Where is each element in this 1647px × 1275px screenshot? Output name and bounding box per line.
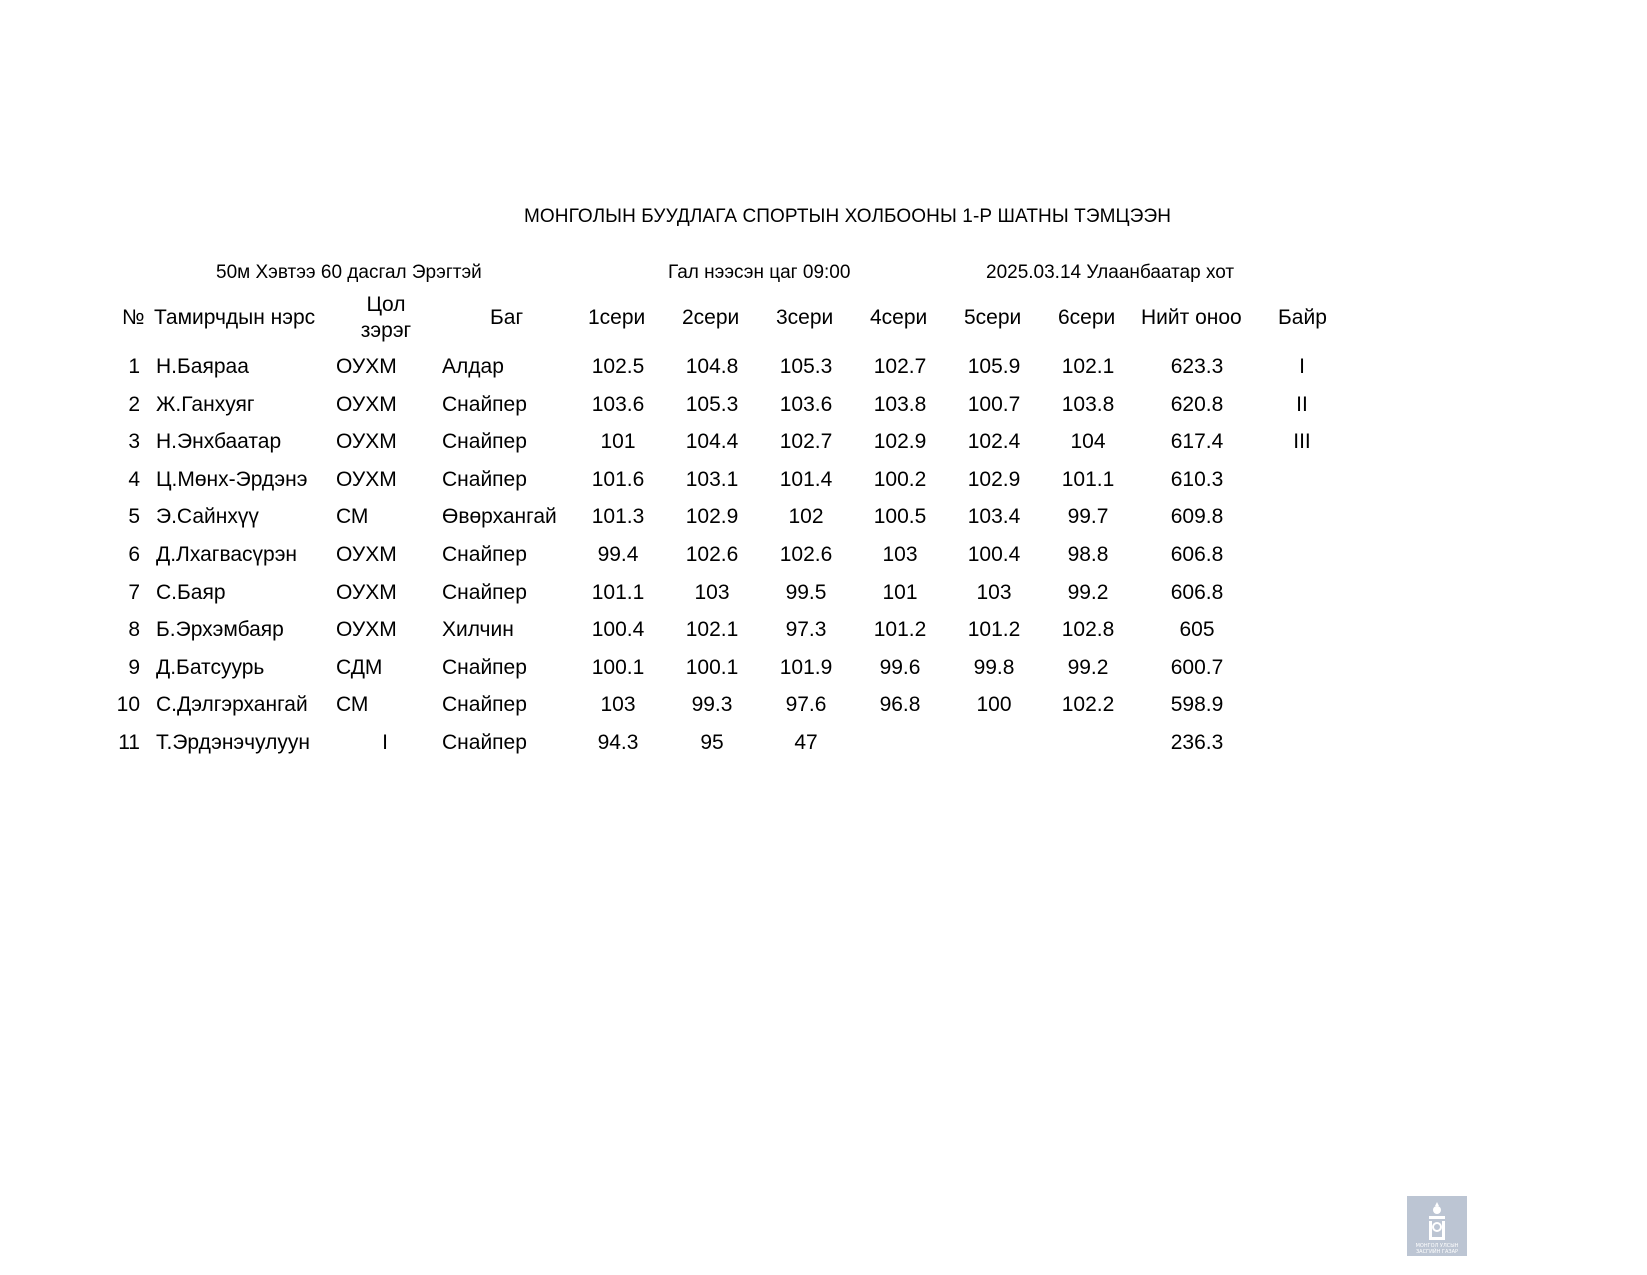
cell-series-1: 103 — [600, 693, 636, 716]
cell-total: 606.8 — [1170, 581, 1224, 604]
emblem-text-line2: ЗАСГИЙН ГАЗАР — [1415, 1249, 1459, 1255]
cell-total: 600.7 — [1170, 656, 1224, 679]
cell-rank: ОУХМ — [336, 618, 397, 641]
cell-no: 9 — [128, 656, 140, 679]
document-title — [0, 206, 1647, 228]
cell-total: 609.8 — [1170, 505, 1224, 528]
cell-team: Снайпер — [442, 693, 527, 716]
cell-series-5: 100.7 — [967, 393, 1021, 416]
header-name: Тамирчдын нэрс — [154, 306, 316, 329]
cell-series-4: 100.5 — [873, 505, 927, 528]
cell-team: Өвөрхангай — [442, 505, 557, 528]
cell-series-4: 100.2 — [873, 468, 927, 491]
cell-series-4: 102.7 — [873, 355, 927, 378]
table-row — [0, 461, 1647, 499]
cell-series-1: 103.6 — [591, 393, 645, 416]
cell-place: II — [1296, 393, 1308, 416]
cell-series-5: 100.4 — [967, 543, 1021, 566]
cell-series-2: 104.4 — [685, 430, 739, 453]
cell-series-1: 101 — [600, 430, 636, 453]
cell-place — [1262, 724, 1342, 762]
cell-series-1: 94.3 — [597, 731, 639, 754]
cell-series-5: 102.4 — [967, 430, 1021, 453]
cell-series-4: 101.2 — [873, 618, 927, 641]
cell-rank: СМ — [336, 693, 369, 716]
cell-athlete-name: Э.Сайнхүү — [156, 505, 259, 528]
cell-series-2: 104.8 — [685, 355, 739, 378]
header-series-4: 4сери — [870, 306, 928, 329]
cell-series-3: 99.5 — [785, 581, 827, 604]
cell-series-6 — [1048, 724, 1128, 762]
cell-athlete-name: Н.Баяраа — [156, 355, 249, 378]
header-rank: Цол зэрэг — [360, 293, 412, 342]
cell-series-5: 100 — [976, 693, 1012, 716]
header-total: Нийт оноо — [1141, 306, 1242, 329]
date-place: 2025.03.14 Улаанбаатар хот — [986, 262, 1235, 283]
cell-series-4: 103.8 — [873, 393, 927, 416]
cell-series-5: 99.8 — [973, 656, 1015, 679]
cell-series-1: 99.4 — [597, 543, 639, 566]
cell-series-5: 102.9 — [967, 468, 1021, 491]
cell-rank: СДМ — [336, 656, 383, 679]
cell-no: 11 — [118, 731, 140, 754]
table-row — [0, 386, 1647, 424]
table-row — [0, 498, 1647, 536]
cell-total: 598.9 — [1170, 693, 1224, 716]
cell-athlete-name: Ц.Мөнх-Эрдэнэ — [156, 468, 308, 491]
header-series-2: 2сери — [682, 306, 740, 329]
header-series-6: 6сери — [1058, 306, 1116, 329]
cell-series-3: 97.6 — [785, 693, 827, 716]
cell-team: Алдар — [442, 355, 504, 378]
cell-series-3: 97.3 — [785, 618, 827, 641]
table-row — [0, 724, 1647, 762]
header-series-3: 3сери — [776, 306, 834, 329]
cell-rank: ОУХМ — [336, 581, 397, 604]
cell-series-6: 104 — [1070, 430, 1106, 453]
cell-place: I — [1299, 355, 1305, 378]
cell-series-6: 103.8 — [1061, 393, 1115, 416]
cell-series-4: 101 — [882, 581, 918, 604]
cell-no: 2 — [128, 393, 140, 416]
cell-series-6: 99.2 — [1067, 581, 1109, 604]
cell-total: 617.4 — [1170, 430, 1224, 453]
cell-series-4: 103 — [882, 543, 918, 566]
table-row — [0, 686, 1647, 724]
cell-no: 3 — [128, 430, 140, 453]
cell-place — [1262, 649, 1342, 687]
cell-place — [1262, 461, 1342, 499]
cell-series-6: 102.8 — [1061, 618, 1115, 641]
cell-athlete-name: Т.Эрдэнэчулуун — [156, 731, 310, 754]
cell-series-3: 47 — [794, 731, 818, 754]
cell-rank: ОУХМ — [336, 355, 397, 378]
cell-rank: ОУХМ — [336, 468, 397, 491]
cell-total: 623.3 — [1170, 355, 1224, 378]
cell-place — [1262, 498, 1342, 536]
header-team: Баг — [490, 306, 524, 329]
cell-series-6: 102.2 — [1061, 693, 1115, 716]
cell-team: Снайпер — [442, 581, 527, 604]
cell-place: III — [1293, 430, 1311, 453]
cell-no: 4 — [128, 468, 140, 491]
cell-no: 1 — [128, 355, 140, 378]
cell-series-1: 101.1 — [591, 581, 645, 604]
cell-series-3: 105.3 — [779, 355, 833, 378]
cell-rank: ОУХМ — [336, 430, 397, 453]
cell-place — [1262, 574, 1342, 612]
cell-series-2: 102.9 — [685, 505, 739, 528]
cell-rank: ОУХМ — [336, 393, 397, 416]
cell-series-1: 101.3 — [591, 505, 645, 528]
cell-total: 605 — [1179, 618, 1215, 641]
cell-place — [1262, 686, 1342, 724]
cell-series-6: 98.8 — [1067, 543, 1109, 566]
cell-series-2: 103.1 — [685, 468, 739, 491]
cell-athlete-name: С.Баяр — [156, 581, 226, 604]
cell-series-4: 99.6 — [879, 656, 921, 679]
cell-series-4 — [860, 724, 940, 762]
cell-athlete-name: Д.Батсуурь — [156, 656, 265, 679]
cell-team: Снайпер — [442, 656, 527, 679]
cell-no: 8 — [128, 618, 140, 641]
cell-series-6: 99.7 — [1067, 505, 1109, 528]
cell-series-2: 100.1 — [685, 656, 739, 679]
cell-no: 6 — [128, 543, 140, 566]
cell-rank: I — [382, 731, 388, 754]
cell-series-6: 99.2 — [1067, 656, 1109, 679]
cell-team: Снайпер — [442, 731, 527, 754]
cell-athlete-name: Ж.Ганхуяг — [156, 393, 255, 416]
table-row — [0, 423, 1647, 461]
cell-place — [1262, 611, 1342, 649]
header-no: № — [122, 306, 145, 329]
cell-series-3: 103.6 — [779, 393, 833, 416]
cell-series-3: 101.9 — [779, 656, 833, 679]
cell-team: Снайпер — [442, 468, 527, 491]
cell-series-1: 100.4 — [591, 618, 645, 641]
header-series-1: 1сери — [588, 306, 646, 329]
start-time: Гал нээсэн цаг 09:00 — [668, 262, 851, 283]
soyombo-emblem-icon — [1407, 1196, 1467, 1256]
cell-series-4: 96.8 — [879, 693, 921, 716]
cell-no: 10 — [116, 693, 140, 716]
cell-rank: ОУХМ — [336, 543, 397, 566]
cell-series-3: 102.6 — [779, 543, 833, 566]
header-series-5: 5сери — [964, 306, 1022, 329]
cell-team: Хилчин — [442, 618, 514, 641]
cell-team: Снайпер — [442, 393, 527, 416]
cell-series-2: 103 — [694, 581, 730, 604]
cell-series-3: 101.4 — [779, 468, 833, 491]
cell-series-5 — [954, 724, 1034, 762]
emblem-text-line1: МОНГОЛ УЛСЫН — [1415, 1243, 1459, 1249]
cell-place — [1262, 536, 1342, 574]
cell-series-6: 102.1 — [1061, 355, 1115, 378]
cell-series-1: 102.5 — [591, 355, 645, 378]
cell-series-5: 101.2 — [967, 618, 1021, 641]
cell-series-5: 103.4 — [967, 505, 1021, 528]
cell-series-1: 101.6 — [591, 468, 645, 491]
government-emblem — [1407, 1196, 1467, 1256]
table-row — [0, 574, 1647, 612]
cell-series-2: 105.3 — [685, 393, 739, 416]
table-row — [0, 611, 1647, 649]
cell-series-5: 105.9 — [967, 355, 1021, 378]
cell-series-3: 102 — [788, 505, 824, 528]
table-row — [0, 536, 1647, 574]
header-place: Байр — [1278, 306, 1327, 329]
cell-athlete-name: Н.Энхбаатар — [156, 430, 282, 453]
document-title-text: МОНГОЛЫН БУУДЛАГА СПОРТЫН ХОЛБООНЫ 1-Р ШАТНЫ ТЭМЦЭЭН — [523, 206, 1172, 227]
cell-series-1: 100.1 — [591, 656, 645, 679]
event-name: 50м Хэвтээ 60 дасгал Эрэгтэй — [216, 262, 482, 283]
cell-series-6: 101.1 — [1061, 468, 1115, 491]
table-row — [0, 348, 1647, 386]
cell-team: Снайпер — [442, 543, 527, 566]
cell-rank: СМ — [336, 505, 369, 528]
cell-series-2: 95 — [700, 731, 724, 754]
cell-series-2: 99.3 — [691, 693, 733, 716]
cell-team: Снайпер — [442, 430, 527, 453]
cell-total: 606.8 — [1170, 543, 1224, 566]
cell-athlete-name: С.Дэлгэрхангай — [156, 693, 308, 716]
cell-series-5: 103 — [976, 581, 1012, 604]
cell-no: 5 — [128, 505, 140, 528]
cell-total: 236.3 — [1170, 731, 1224, 754]
table-row — [0, 649, 1647, 687]
cell-series-2: 102.1 — [685, 618, 739, 641]
cell-athlete-name: Б.Эрхэмбаяр — [156, 618, 284, 641]
cell-athlete-name: Д.Лхагвасүрэн — [156, 543, 298, 566]
cell-series-2: 102.6 — [685, 543, 739, 566]
cell-no: 7 — [128, 581, 140, 604]
cell-total: 620.8 — [1170, 393, 1224, 416]
cell-series-4: 102.9 — [873, 430, 927, 453]
cell-total: 610.3 — [1170, 468, 1224, 491]
cell-series-3: 102.7 — [779, 430, 833, 453]
